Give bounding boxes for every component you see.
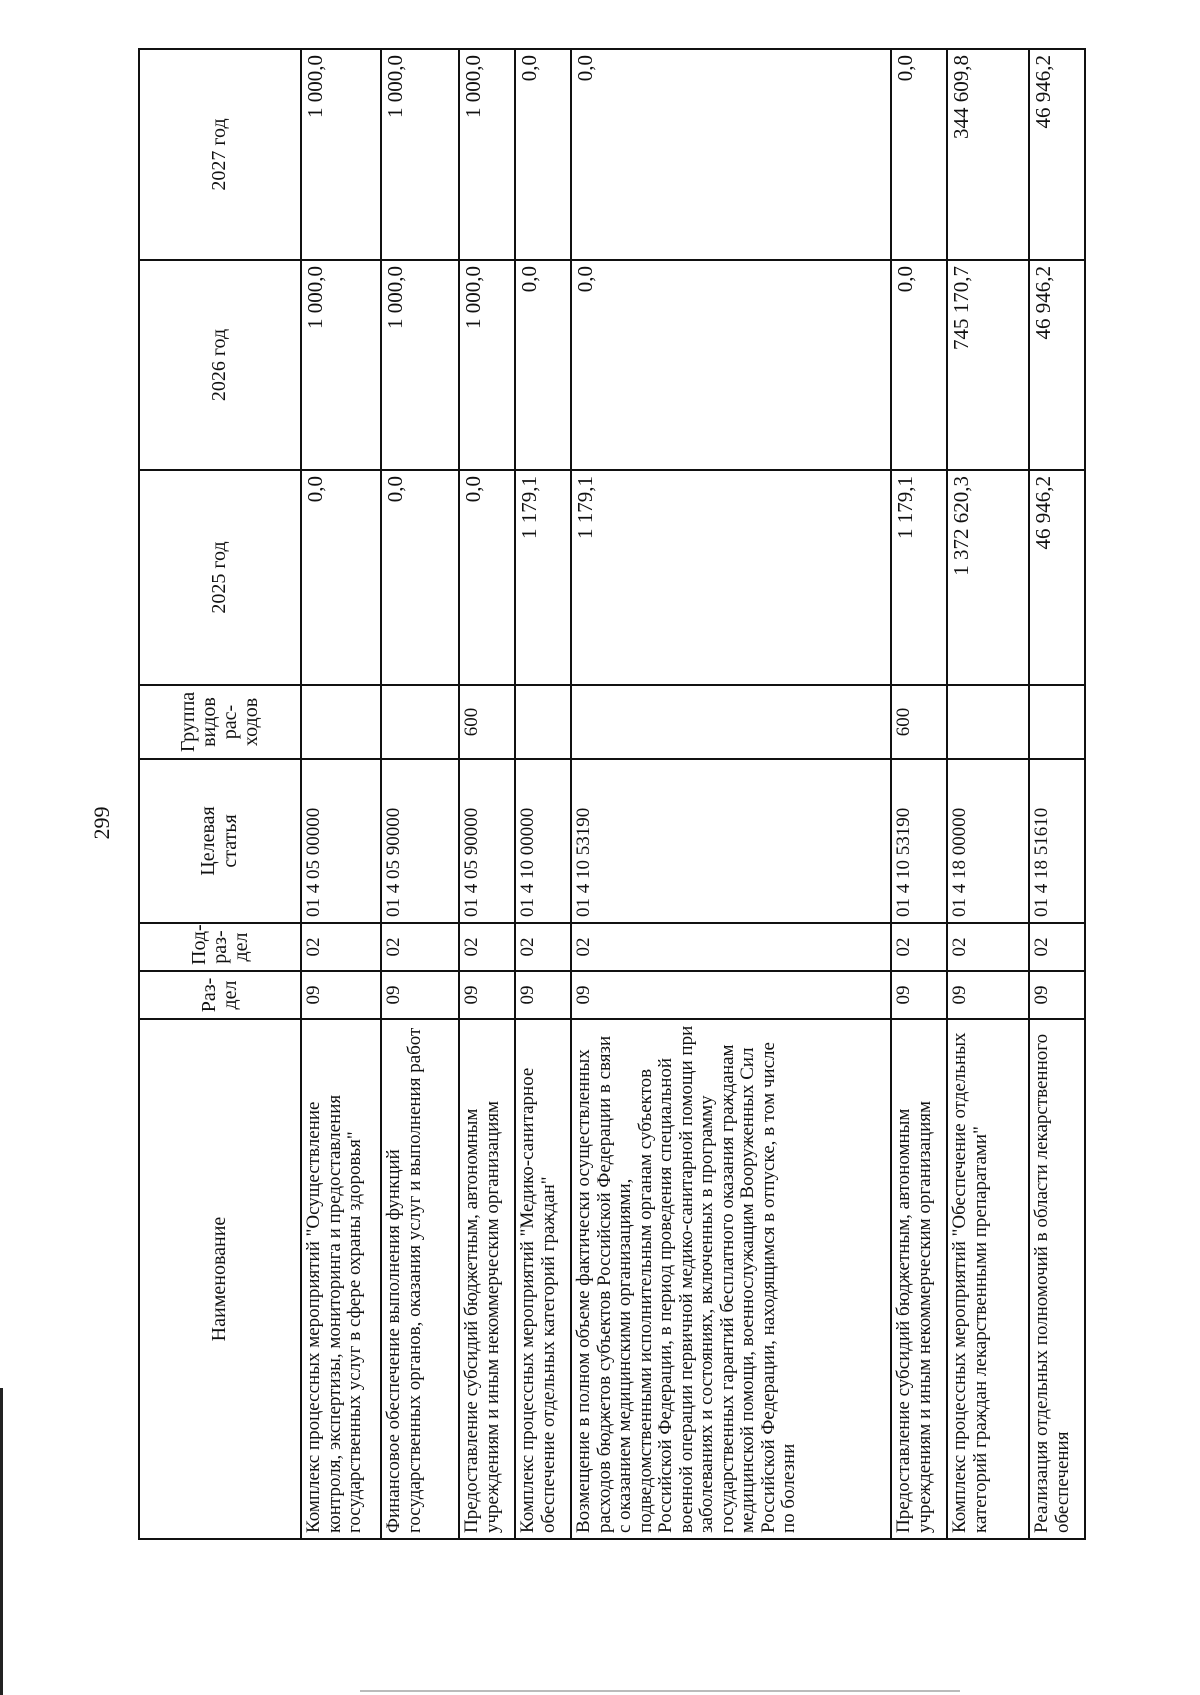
row-gruppa xyxy=(301,685,381,759)
row-2027: 0,0 xyxy=(515,49,571,260)
table-row xyxy=(891,49,947,1539)
row-gruppa xyxy=(381,685,459,759)
header-razdel-text: Раз- дел xyxy=(198,977,241,1013)
row-razdel: 09 xyxy=(571,971,891,1019)
header-gruppa-text: Группа видов рас- ходов xyxy=(177,691,262,753)
row-2027: 344 609,8 xyxy=(947,49,1029,260)
row-celevaya: 01 4 18 00000 xyxy=(947,759,1029,923)
row-2027: 0,0 xyxy=(891,49,947,260)
table-row xyxy=(459,49,515,1539)
row-name: Предоставление субсидий бюджетным, автономным учреждениям и иным некоммерческим организациям xyxy=(459,1019,515,1539)
header-celevaya xyxy=(139,759,301,923)
row-2025: 46 946,2 xyxy=(1029,470,1085,685)
table-row xyxy=(571,49,891,1539)
scan-bottom-line xyxy=(360,1690,960,1692)
header-2025: 2025 год xyxy=(139,470,301,685)
table-row xyxy=(947,49,1029,1539)
row-name: Предоставление субсидий бюджетным, автономным учреждениям и иным некоммерческим организациям xyxy=(891,1019,947,1539)
header-razdel xyxy=(139,971,301,1019)
header-row xyxy=(139,49,301,1539)
row-2025: 0,0 xyxy=(381,470,459,685)
table-row xyxy=(381,49,459,1539)
budget-table xyxy=(138,48,1086,1540)
row-podrazdel: 02 xyxy=(301,923,381,971)
row-podrazdel: 02 xyxy=(381,923,459,971)
row-2027: 0,0 xyxy=(571,49,891,260)
row-2026: 1 000,0 xyxy=(381,260,459,470)
row-name: Комплекс процессных мероприятий "Осуществление контроля, экспертизы, мониторинга и предоставления государственных услуг в сфере охраны здоровья" xyxy=(301,1019,381,1539)
row-name: Реализация отдельных полномочий в области лекарственного обеспечения xyxy=(1029,1019,1085,1539)
row-celevaya: 01 4 10 53190 xyxy=(891,759,947,923)
row-celevaya: 01 4 18 51610 xyxy=(1029,759,1085,923)
header-podrazdel-text: Под- раз- дел xyxy=(187,924,252,965)
row-2026: 1 000,0 xyxy=(459,260,515,470)
header-2026: 2026 год xyxy=(139,260,301,470)
row-name: Возмещение в полном объеме фактически осуществленных расходов бюджетов субъектов Российской Федерации в связи с оказанием медицинскими организациями, подведомственными исполнительным органам субъектов Российской Федерации, в период проведения специальной военной операции первичной медико-санитарной помощи при заболеваниях и состояниях, включенных в программу государственных гарантий бесплатного оказания гражданам медицинской помощи, военнослужащим Вооруженных Сил Российской Федерации, находящимся в отпуске, в том числе по болезни xyxy=(571,1019,891,1539)
row-2027: 46 946,2 xyxy=(1029,49,1085,260)
scan-edge-line xyxy=(0,1388,3,1695)
row-gruppa xyxy=(515,685,571,759)
row-razdel: 09 xyxy=(381,971,459,1019)
row-gruppa: 600 xyxy=(891,685,947,759)
rotated-table-container xyxy=(138,50,1073,1540)
row-podrazdel: 02 xyxy=(891,923,947,971)
row-2026: 0,0 xyxy=(891,260,947,470)
row-razdel: 09 xyxy=(301,971,381,1019)
row-gruppa xyxy=(947,685,1029,759)
header-podrazdel xyxy=(139,923,301,971)
row-celevaya: 01 4 10 53190 xyxy=(571,759,891,923)
row-2025: 1 179,1 xyxy=(891,470,947,685)
row-name: Финансовое обеспечение выполнения функций государственных органов, оказания услуг и выполнения работ xyxy=(381,1019,459,1539)
page-number: 299 xyxy=(89,806,114,840)
row-celevaya: 01 4 05 90000 xyxy=(459,759,515,923)
row-razdel: 09 xyxy=(515,971,571,1019)
row-gruppa xyxy=(1029,685,1085,759)
row-celevaya: 01 4 05 00000 xyxy=(301,759,381,923)
row-celevaya: 01 4 10 00000 xyxy=(515,759,571,923)
row-gruppa: 600 xyxy=(459,685,515,759)
row-gruppa xyxy=(571,685,891,759)
row-2026: 745 170,7 xyxy=(947,260,1029,470)
row-2025: 0,0 xyxy=(301,470,381,685)
row-2025: 1 179,1 xyxy=(571,470,891,685)
header-name: Наименование xyxy=(139,1019,301,1539)
header-celevaya-text: Целевая статья xyxy=(197,806,241,876)
row-2026: 46 946,2 xyxy=(1029,260,1085,470)
row-razdel: 09 xyxy=(459,971,515,1019)
row-podrazdel: 02 xyxy=(571,923,891,971)
row-2026: 0,0 xyxy=(571,260,891,470)
row-name: Комплекс процессных мероприятий "Обеспечение отдельных категорий граждан лекарственными препаратами" xyxy=(947,1019,1029,1539)
row-2025: 0,0 xyxy=(459,470,515,685)
row-razdel: 09 xyxy=(947,971,1029,1019)
row-2026: 0,0 xyxy=(515,260,571,470)
row-name: Комплекс процессных мероприятий "Медико-санитарное обеспечение отдельных категорий граждан" xyxy=(515,1019,571,1539)
header-gruppa xyxy=(139,685,301,759)
row-podrazdel: 02 xyxy=(947,923,1029,971)
row-2027: 1 000,0 xyxy=(301,49,381,260)
table-row xyxy=(515,49,571,1539)
row-2027: 1 000,0 xyxy=(459,49,515,260)
row-razdel: 09 xyxy=(891,971,947,1019)
row-2027: 1 000,0 xyxy=(381,49,459,260)
table-row xyxy=(301,49,381,1539)
row-podrazdel: 02 xyxy=(515,923,571,971)
row-celevaya: 01 4 05 90000 xyxy=(381,759,459,923)
row-razdel: 09 xyxy=(1029,971,1085,1019)
row-2026: 1 000,0 xyxy=(301,260,381,470)
row-2025: 1 179,1 xyxy=(515,470,571,685)
header-2027: 2027 год xyxy=(139,49,301,260)
row-podrazdel: 02 xyxy=(459,923,515,971)
row-podrazdel: 02 xyxy=(1029,923,1085,971)
table-row xyxy=(1029,49,1085,1539)
row-2025: 1 372 620,3 xyxy=(947,470,1029,685)
